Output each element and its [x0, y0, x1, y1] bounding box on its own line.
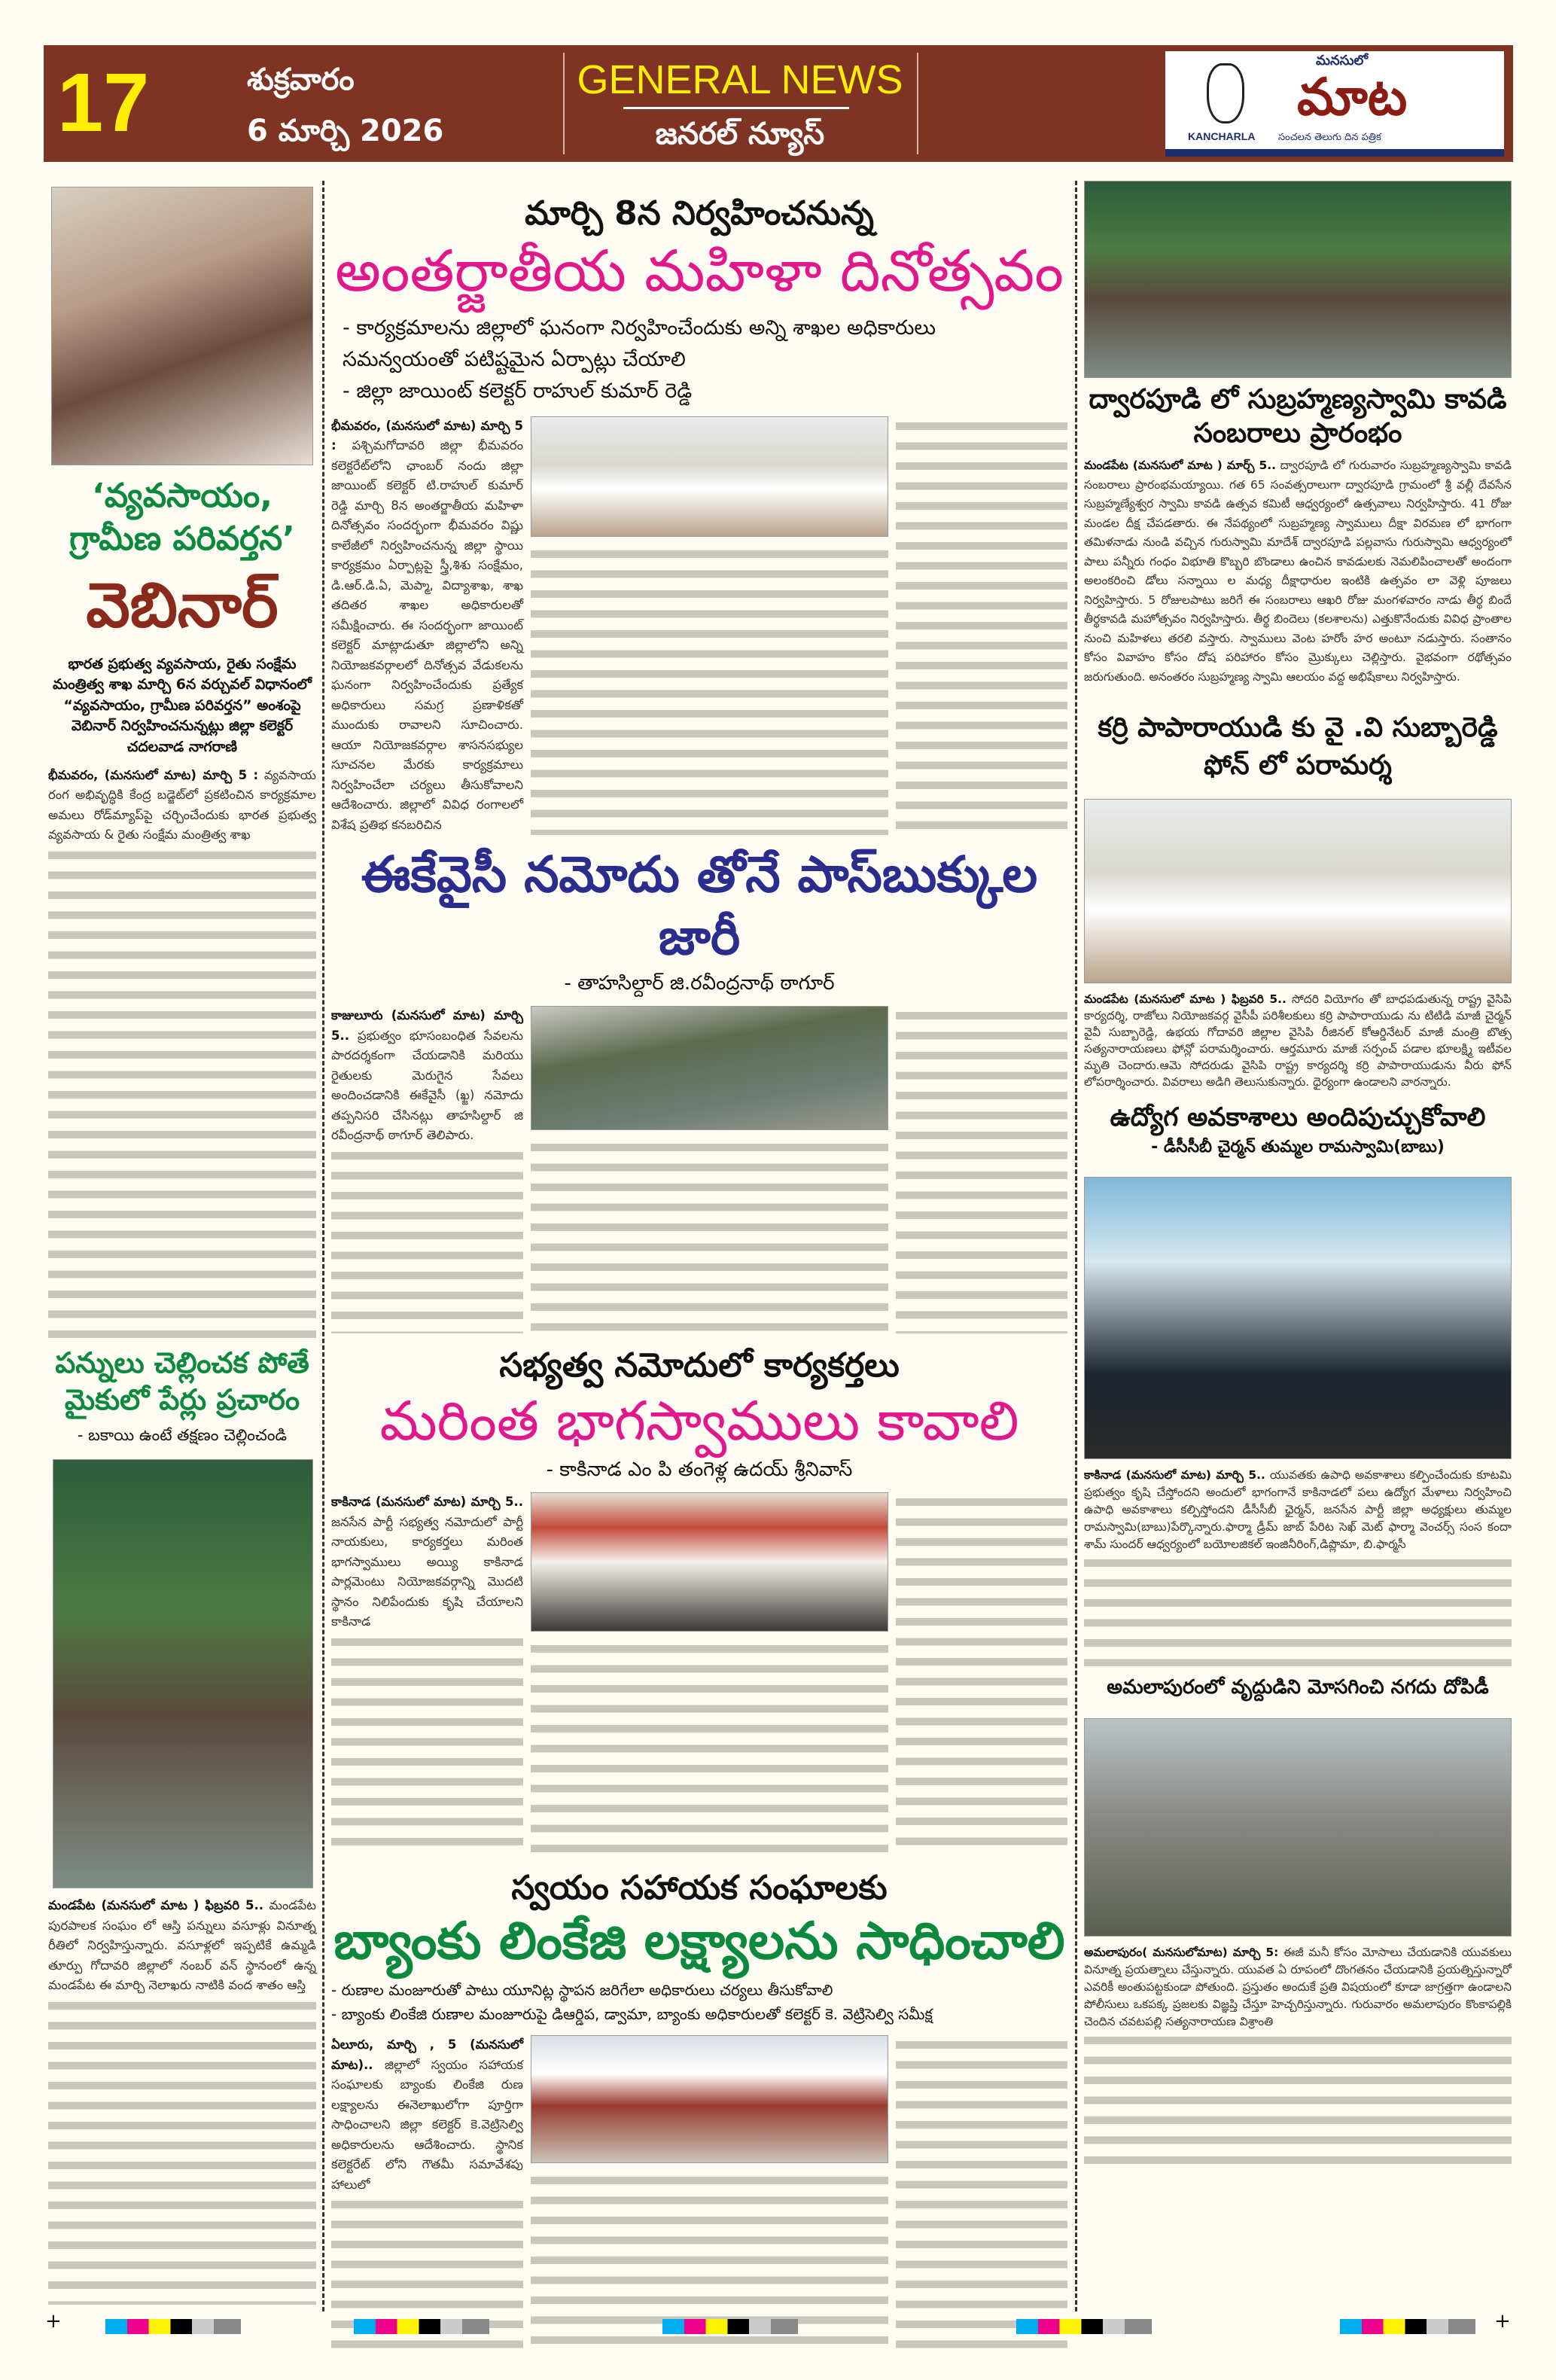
womens-day-body [331, 416, 523, 836]
article-text: మండపేట పురపాలక సంఘం లో ఆస్తి పన్నులు వసూళ్లు వినూత్న రీతిలో నిర్వహిస్తున్నారు. వసూళ్లలో ఇప్పటికే ఉమ్మడి తూర్పు గోదావరి జిల్లాలో నంబర్ వన్ స్థానంలో ఉన్న మండపేట ఈ మార్చి నెలాఖరు నాటికి వంద శాతం ఆస్తి [48, 1898, 316, 1993]
bullet-item: - జిల్లా జాయింట్ కలెక్టర్ రాహుల్ కుమార్ రెడ్డి [343, 379, 693, 403]
right-column [1084, 181, 1512, 2174]
bullet-item: - రుణాల మంజూరుతో పాటు యూనిట్ల స్థాపన జరిగేలా అధికారులు చర్యలు తీసుకోవాలి [331, 1981, 833, 2000]
karri-body [1084, 991, 1512, 1090]
ekyc-subheadline: - తాహసిల్దార్ జి.రవీంద్రనాథ్ ఠాగూర్ [564, 972, 835, 995]
tax-subheadline: - బకాయి ఉంటే తక్షణం చెల్లించండి [77, 1425, 288, 1444]
webinar-article [48, 187, 316, 1339]
article-text-continued [1084, 2031, 1512, 2174]
bank-bullets [331, 1978, 1067, 2026]
bank-kicker: స్వయం సహాయక సంఘాలకు [511, 1869, 888, 1908]
membership-kicker: సభ్యత్వ నమోదులో కార్యకర్తలు [499, 1346, 900, 1385]
article-text: ప్రభుత్వం భూసంబంధిత సేవలను పారదర్శకంగా చేయడానికి మరియు రైతులకు మెరుగైన సేవలు అందించడానికి ఈకేవైసీ (ఖ్జ) నమోదు తప్పనిసరి చేసినట్లు తాహసిల్దార్ జి రవీంద్రనాథ్ ఠాగూర్ తెలిపారు. [331, 1028, 523, 1143]
section-title-te: జనరల్ న్యూస్ [655, 117, 825, 151]
divider [623, 107, 849, 109]
webinar-headline: వెబినార్ [86, 570, 279, 642]
section-title-en: GENERAL NEWS [577, 57, 903, 102]
logo-brand: మాట [1297, 68, 1408, 127]
kavadi-body [1084, 456, 1512, 687]
tax-article [48, 1345, 316, 2305]
kavadi-headline: ద్వారపూడి లో సుబ్రహ్మణ్యస్వామి కావడి సంబరాలు ప్రారంభం [1089, 384, 1507, 449]
dateline: ఏలూరు, మార్చి , 5 (మనసులో మాట).. [331, 2037, 523, 2072]
article-text-continued [531, 1138, 888, 1333]
jobs-subheadline: - డీసీసీబీ చైర్మన్ తుమ్మల రామస్వామి(బాబు) [1151, 1137, 1445, 1156]
photo-ekyc-camp [531, 1006, 888, 1130]
photo-condolence [1084, 799, 1512, 983]
bullet-item: - కార్యక్రమాలను జిల్లాలో ఘనంగా నిర్వహించేందుకు అన్ని శాఖల అధికారులు సమన్వయంతో పటిష్టమైన ఏర్పాట్లు చేయాలి [343, 316, 936, 372]
logo-brand-small: మనసులో [1316, 53, 1369, 69]
membership-subheadline: - కాకినాడ ఎం పి తంగెళ్ల ఉదయ్ శ్రీనివాస్ [546, 1458, 853, 1482]
divider [917, 53, 918, 154]
color-registration-strip [662, 2319, 798, 2334]
bank-headline: బ్యాంకు లింకేజి లక్ష్యాలను సాధించాలి [333, 1912, 1065, 1972]
womens-day-columns [331, 416, 1067, 836]
article-text-continued [531, 1639, 888, 1856]
page-header [44, 45, 1513, 162]
ekyc-body [331, 1006, 523, 1146]
crop-mark-icon: + [45, 2310, 62, 2333]
tax-headline: పన్నులు చెల్లించక పోతే మైకులో పేర్లు ప్రచారం [55, 1346, 309, 1417]
left-column [48, 187, 316, 2305]
masthead-logo [1165, 51, 1504, 157]
tax-body [48, 1896, 316, 1996]
logo-kancharla: KANCHARLA [1188, 130, 1256, 142]
article-text-continued [896, 1006, 1067, 1333]
photo-collector [51, 187, 313, 465]
dateline: మండపేట (మనసులో మాట ) మార్చ్ 5.. [1084, 459, 1277, 472]
womens-day-article [331, 192, 1067, 835]
webinar-kicker: ‘వ్యవసాయం, గ్రామీణ పరివర్తన’ [69, 477, 295, 559]
weekday: శుక్రవారం [247, 62, 355, 97]
photo-bank-review [531, 2035, 888, 2163]
article-text: ద్వారపూడి లో గురువారం సుబ్రహ్మణ్యస్వామి కావడి సంబరాలు ప్రారంభమయ్యాయి. గత 65 సంవత్సరాలుగా ద్వారపూడి గ్రామంలో శ్రీ వల్లీ దేవసేన సుబ్రహ్మణ్యేశ్వర స్వామి కావడి ఉత్సవ కమిటీ ఆధ్వర్యంలో ఉత్సవాలు నిర్వహిస్తారు. 41 రోజు మండల దీక్ష చేపడతారు. ఈ నేపథ్యంలో సుబ్రహ్మణ్య స్వాములు దీక్షా విరమణ లో భాగంగా తమిళనాడు నుండి వచ్చిన గురుస్వామి మాదేశ్ ద్వారపూడి పల్లవాసు గురుస్వామి ఆధ్వర్యంలో పాలు పన్నీరు గంధం విభూతి కొబ్బరి బొండాలు ఉంచిన కావడులకు నెమలిపించాలతో అందంగా అలంకరించి డోలు సన్నాయి ల మధ్య దీక్షాధారుల ఇంటికి ఉత్సవం లా వెళ్లి పూజలు నిర్వహిస్తారు. 5 రోజులపాటు జరిగే ఈ సంబరాలు ఆఖరి రోజు మంగళవారం నాడు తీర్థ బిందే తీర్థకావడి మహోత్సవం నిర్వహిస్తారు. తీర్థ బిందెలు (కలశాలను) ఎత్తుకొనేందుకు వివిధ ప్రాంతాల నుంచి మహిళలు తరలి వస్తారు. స్వాములు వెంట హరోం హర అంటూ నడుస్తారు. సంతానం కోసం వివాహం కోసం దోష పరిహారం కోసం మ్రొక్కులు చెల్లిస్తారు. వైభవంగా రథోత్సవం జరుగుతుంది. అనంతరం సుబ్రహ్మణ్య స్వామి ఆలయం వద్ద అభిషేకాలు నిర్వహిస్తారు. [1084, 459, 1512, 684]
photo-kavadi-devotees [1084, 181, 1512, 378]
webinar-body [48, 766, 316, 846]
color-registration-strip [1340, 2319, 1475, 2334]
dateline: కాకినాడ (మనసులో మాట) మార్చి 5.. [1084, 1467, 1265, 1482]
jobs-headline: ఉద్యోగ అవకాశాలు అందిపుచ్చుకోవాలి [1110, 1102, 1486, 1132]
article-text-continued [331, 1146, 523, 1334]
logo-tagline: సంచలన తెలుగు దిన పత్రిక [1278, 132, 1381, 143]
center-column [331, 192, 1067, 2348]
membership-columns [331, 1492, 1067, 1856]
article-text: యువతకు ఉపాధి అవకాశాలు కల్పించేందుకు కూటమి ప్రభుత్వం కృషి చేస్తోందని అందులో భాగంగానే కాకినాడలో పలు ఉద్యోగ మేళాలు నిర్వహించి ఉపాధి అవకాశాలు కల్పిస్తోందని డీసీసీబీ ఛైర్మన్, జనసేన పార్టీ జిల్లా అధ్యక్షులు తుమ్మల రామస్వామి(బాబు)పేర్కొన్నారు.ఫార్మా డ్రీమ్ జాబ్ పేరిట సెఖ్ మెట్ ఫార్మా వెంచర్స్ సంస కందా శామ్ సుందర్ ఆధ్వర్యంలో బయోలజికల్ ఇంజినీరింగ్,డిప్లొమా, బి.ఫార్మసీ [1084, 1467, 1512, 1551]
membership-article [331, 1344, 1067, 1856]
jobs-body [1084, 1467, 1512, 1553]
webinar-summary: భారత ప్రభుత్వ వ్యవసాయ, రైతు సంక్షేమ మంత్రిత్వ శాఖ మార్చి 6న వర్చువల్ విధానంలో “వ్యవసాయం, గ్రామీణ పరివర్తన” అంశంపై వెబినార్ నిర్వహించనున్నట్లు జిల్లా కలెక్టర్ చదలవాడ నాగరాణి [53, 655, 312, 755]
article-text-continued [331, 1632, 523, 1857]
dateline: మండపేట (మనసులో మాట ) ఫిబ్రవరి 5.. [48, 1898, 263, 1913]
fraud-headline: అమలాపురంలో వృద్దుడిని మోసగించి నగదు దోపిడీ [1107, 1675, 1489, 1699]
ekyc-article [331, 844, 1067, 1333]
article-text-continued [896, 416, 1067, 836]
column-separator [1075, 181, 1077, 2311]
crop-mark-icon: + [1494, 2310, 1511, 2333]
article-text-continued [896, 2035, 1067, 2348]
article-text: ఈజీ మనీ కోసం మోసాలు చేయడానికి యువకులు వినూత్న ప్రయత్నాలు చేస్తున్నారు. యువత ఏ రూపంలో దొంగతనం చేయడానికి ప్రయత్నిస్తున్నారో ఎవరికీ అంతుపట్టకుండా పోతుంది. ప్రస్తుతం అందుకే ప్రతి విషయంలో కూడా జాగ్రత్తగా ఉండాలని పోలీసులు ఒకపక్క ప్రజలకు విజ్ఞప్తి చేస్తూ హెచ్చరిస్తున్నారు. గురువారం అమలాపురం కొంకాపల్లికి చెందిన చవటపల్లి సత్యనారాయణ విశ్రాంతి [1084, 1946, 1512, 2029]
photo-auto-vehicle [53, 1459, 313, 1888]
article-text-continued [1084, 1553, 1512, 1666]
article-text: పశ్చిమగోదావరి జిల్లా భీమవరం కలెక్టరేట్‌లోని ఛాంబర్ నందు జిల్లా జాయింట్ కలెక్టర్ టి.రాహుల్ కుమార్ రెడ్డి మార్చి 8న అంతర్జాతీయ మహిళా దినోత్సవం సందర్భంగా భీమవరం విష్ణు కాలేజీలో నిర్వహించనున్న జిల్లా స్థాయి కార్యక్రమం ఏర్పాట్లపై స్త్రీ,శిశు సంక్షేమం, డి.ఆర్.డి.ఏ, మెప్మా, విద్యాశాఖ, శాఖ తదితర శాఖల అధికారులతో సమీక్షించారు. ఈ సందర్భంగా జాయింట్ కలెక్టర్ మాట్లాడుతూ జిల్లాలోని అన్ని నియోజకవర్గాలలో దినోత్సవ వేడుకలను ఘనంగా నిర్వహించేందుకు ప్రత్యేక అధికారులు సమగ్ర ప్రణాళికతో ముందుకు రావాలని సూచించారు. ఆయా నియోజకవర్గాల శాసనసభ్యుల సూచనల మేరకు కార్యక్రమాలు నిర్వహించేలా చర్యలు తీసుకోవాలని ఆదేశించారు. జిల్లాలో వివిధ రంగాలలో విశేష ప్రతిభ కనబరిచిన [331, 438, 523, 832]
page-number: 17 [57, 56, 150, 149]
article-text: జిల్లాలో స్వయం సహాయక సంఘాలకు బ్యాంకు లింకేజి రుణ లక్ష్యాలను ఈనెలాఖులోగా పూర్తిగా సాధించాలని జిల్లా కలెక్టర్ కె.వెట్రిసెల్వి అధికారులను ఆదేశించారు. స్థానిక కలెక్టరేట్ లోని గౌతమీ సమావేశపు హాలులో [331, 2057, 524, 2192]
womens-day-headline: అంతర్జాతీయ మహిళా దినోత్సవం [335, 237, 1064, 305]
color-registration-strip [105, 2319, 241, 2334]
ekyc-columns [331, 1006, 1067, 1333]
column-separator [322, 181, 324, 2311]
membership-body [331, 1492, 523, 1632]
ekyc-headline: ఈకేవైసీ నమోదు తోనే పాస్‌బుక్కుల జారీ [361, 846, 1038, 966]
membership-headline: మరింత భాగస్వాములు కావాలి [379, 1389, 1019, 1453]
dateline: అమలాపురం( మనసులోమాట) మార్చి 5: [1084, 1946, 1279, 1960]
portrait-sketch-icon [1207, 63, 1244, 123]
womens-day-kicker: మార్చి 8న నిర్వహించనున్న [525, 194, 874, 233]
bank-body [331, 2035, 523, 2195]
color-registration-strip [354, 2319, 489, 2334]
photo-job-fair [1084, 1177, 1512, 1459]
dateline: కాజులూరు (మనసులో మాట) మార్చి 5.. [331, 1008, 523, 1043]
womens-day-bullets [343, 312, 1037, 407]
photo-party-meeting [531, 1492, 888, 1632]
article-text-continued [531, 544, 888, 836]
dateline: మండపేట (మనసులో మాట ) ఫిబ్రవరి 5.. [1084, 992, 1287, 1006]
dateline: భీమవరం, (మనసులో మాట) మార్చి 5 : [48, 767, 259, 782]
photo-review-meeting [531, 416, 888, 537]
article-text: సోదరి వియోగం తో బాధపడుతున్న రాష్ట్ర వైసిపి కార్యదర్శి, రాజోలు నియోజకవర్గ వైసీపీ పరిశీలకులు కర్రి పాపారాయుడు ను టిటిడి మాజీ చైర్మన్ వైవీ సుబ్బారెడ్డి, ఉభయ గోదావరి జిల్లాల వైసిపి రీజినల్ కోఆర్డినేటర్ మాజీ మంత్రి బొత్స సత్యనారాయణలు ఫోన్లో పరామర్శించారు. ఆర్తమూరు మాజీ సర్పంచ్ పడాల భూలక్ష్మి ఇటీవల మృతి చెందారు.ఆమె సోదరుడు వైసిపి రాష్ట్ర కార్యదర్శి కర్రి పాపారాయుడును వీరు ఫోన్ లోపరార్శించారు. వివరాలు అడిగి తెలుసుకున్నారు. ధైర్యంగా ఉండాలని వారన్నారు. [1084, 992, 1512, 1089]
karri-headline: కర్రి పాపారాయుడి కు వై .వి సుబ్బారెడ్డి ఫోన్ లో పరామర్శ [1098, 712, 1498, 782]
bank-columns [331, 2035, 1067, 2348]
article-text: జనసేన పార్టీ సభ్యత్వ నమోదులో పార్టీ నాయకులు, కార్యకర్తలు మరింత భాగస్వాములు అయ్యి కాకినాడ పార్లమెంటు నియోజకవర్గాన్ని మొదటి స్థానం నిలిపేందుకు కృషి చేయాలని కాకినాడ [331, 1514, 523, 1629]
dateline: కాకినాడ (మనసులో మాట) మార్చి 5.. [331, 1495, 523, 1510]
fraud-body [1084, 1944, 1512, 2031]
issue-date: 6 మార్చి 2026 [247, 114, 444, 148]
color-registration-strip [1016, 2319, 1152, 2334]
logo-bar [1165, 149, 1504, 157]
article-text-continued [48, 846, 316, 1339]
article-text-continued [896, 1492, 1067, 1856]
bank-article [331, 1867, 1067, 2348]
article-text: వ్యవసాయ రంగ అభివృద్ధికి కేంద్ర బడ్జెట్‌లో ప్రకటించిన కార్యక్రమాల అమలు రోడ్‌మ్యాప్‌పై చర్చించేందుకు భారత ప్రభుత్వ వ్యవసాయ & రైతు సంక్షేమ మంత్రిత్వ శాఖ [48, 767, 316, 842]
bullet-item: - బ్యాంకు లింకేజి రుణాల మంజూరుపై డిఆర్డిప, డ్వామా, బ్యాంకు అధికారులతో కలెక్టర్ కె. వెట్రిసెల్వి సమీక్ష [331, 2005, 933, 2024]
dateline: భీమవరం, (మనసులో మాట) మార్చి 5 : [331, 418, 523, 453]
divider [563, 53, 565, 154]
article-text-continued [48, 1996, 316, 2305]
photo-house [1084, 1718, 1512, 1937]
